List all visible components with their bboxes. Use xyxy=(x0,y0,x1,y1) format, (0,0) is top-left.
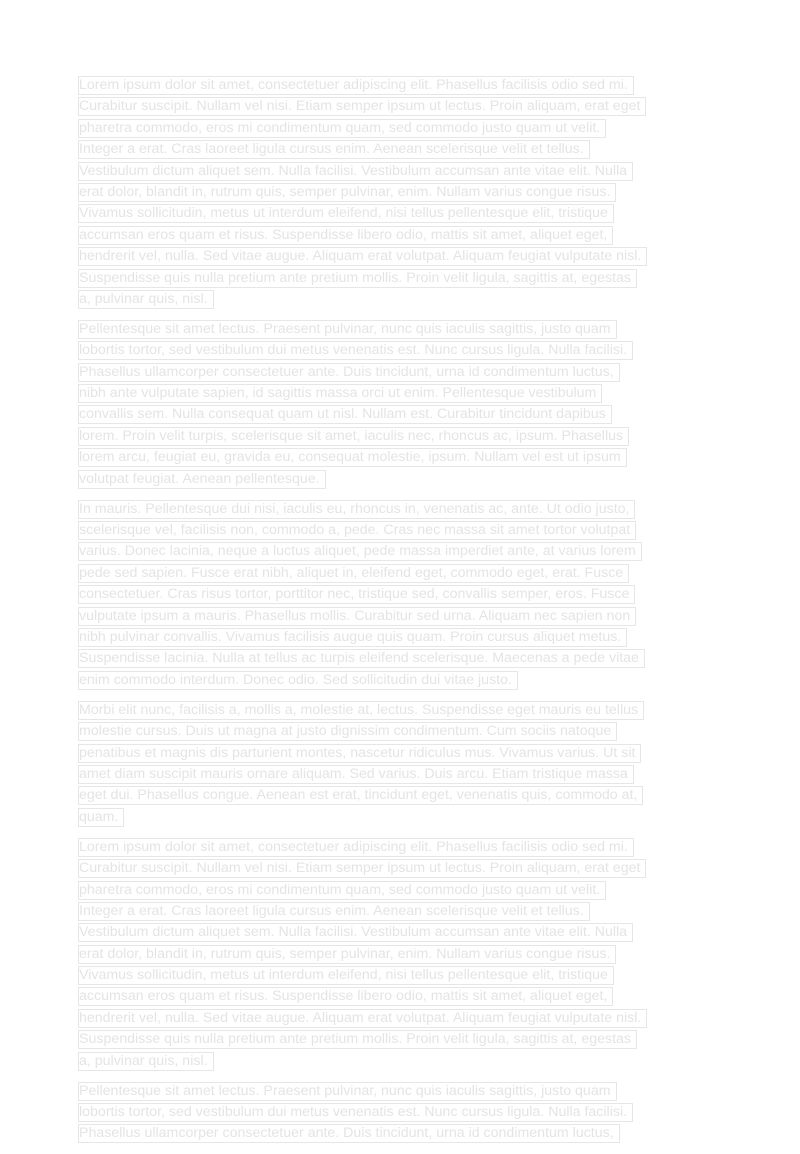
text-line: Suspendisse quis nulla pretium ante pretium mollis. Proin velit ligula, sagittis at, egestas xyxy=(78,1030,637,1049)
text-line: pharetra commodo, eros mi condimentum quam, sed commodo justo quam ut velit. xyxy=(78,119,606,138)
text-line: lobortis tortor, sed vestibulum dui metus venenatis est. Nunc cursus ligula. Nulla facilisi. xyxy=(78,341,633,360)
text-line: accumsan eros quam et risus. Suspendisse libero odio, mattis sit amet, aliquet eget, xyxy=(78,226,613,245)
text-line: In mauris. Pellentesque dui nisi, iaculis eu, rhoncus in, venenatis ac, ante. Ut odio justo, xyxy=(78,500,635,519)
text-line: Integer a erat. Cras laoreet ligula cursus enim. Aenean scelerisque velit et tellus. xyxy=(78,140,590,159)
paragraph xyxy=(78,320,728,489)
text-line: Curabitur suscipit. Nullam vel nisi. Etiam semper ipsum ut lectus. Proin aliquam, erat eget xyxy=(78,859,646,878)
text-line: scelerisque vel, facilisis non, commodo a, pede. Cras nec massa sit amet tortor volutpat xyxy=(78,521,636,540)
text-line: quam. xyxy=(78,808,124,827)
text-line: Morbi elit nunc, facilisis a, mollis a, molestie at, lectus. Suspendisse eget mauris eu tellus xyxy=(78,701,644,720)
text-line: Suspendisse quis nulla pretium ante pretium mollis. Proin velit ligula, sagittis at, egestas xyxy=(78,269,637,288)
text-line: Vestibulum dictum aliquet sem. Nulla facilisi. Vestibulum accumsan ante vitae elit. Nulla xyxy=(78,162,633,181)
text-line: Vivamus sollicitudin, metus ut interdum eleifend, nisi tellus pellentesque elit, tristique xyxy=(78,966,614,985)
document-page xyxy=(78,76,728,1154)
text-line: a, pulvinar quis, nisl. xyxy=(78,290,214,309)
text-line: Phasellus ullamcorper consectetuer ante. Duis tincidunt, urna id condimentum luctus, xyxy=(78,1124,620,1143)
text-line: consectetuer. Cras risus tortor, porttitor nec, tristique sed, convallis semper, eros. Fusce xyxy=(78,585,635,604)
paragraph xyxy=(78,1082,728,1144)
text-line: lorem arcu, feugiat eu, gravida eu, consequat molestie, ipsum. Nullam vel est ut ipsum xyxy=(78,448,627,467)
text-line: pharetra commodo, eros mi condimentum quam, sed commodo justo quam ut velit. xyxy=(78,881,606,900)
text-line: nibh pulvinar convallis. Vivamus facilisis augue quis quam. Proin cursus aliquet metus. xyxy=(78,628,627,647)
text-line: Lorem ipsum dolor sit amet, consectetuer adipiscing elit. Phasellus facilisis odio sed mi. xyxy=(78,76,634,95)
paragraph xyxy=(78,500,728,690)
text-line: hendrerit vel, nulla. Sed vitae augue. Aliquam erat volutpat. Aliquam feugiat vulputate nisl. xyxy=(78,1009,647,1028)
paragraph xyxy=(78,701,728,827)
text-line: enim commodo interdum. Donec odio. Sed sollicitudin dui vitae justo. xyxy=(78,671,518,690)
text-line: molestie cursus. Duis ut magna at justo dignissim condimentum. Cum sociis natoque xyxy=(78,722,617,741)
text-line: erat dolor, blandit in, rutrum quis, semper pulvinar, enim. Nullam varius congue risus. xyxy=(78,183,616,202)
text-line: Phasellus ullamcorper consectetuer ante. Duis tincidunt, urna id condimentum luctus, xyxy=(78,363,620,382)
paragraph xyxy=(78,838,728,1071)
text-line: convallis sem. Nulla consequat quam ut nisl. Nullam est. Curabitur tincidunt dapibus xyxy=(78,405,612,424)
text-line: Vestibulum dictum aliquet sem. Nulla facilisi. Vestibulum accumsan ante vitae elit. Nulla xyxy=(78,923,633,942)
text-line: nibh ante vulputate sapien, id sagittis massa orci ut enim. Pellentesque vestibulum xyxy=(78,384,602,403)
paragraph xyxy=(78,76,728,309)
text-line: eget dui. Phasellus congue. Aenean est erat, tincidunt eget, venenatis quis, commodo at, xyxy=(78,786,643,805)
text-line: pede sed sapien. Fusce erat nibh, aliquet in, eleifend eget, commodo eget, erat. Fusce xyxy=(78,564,629,583)
text-line: amet diam suscipit mauris ornare aliquam. Sed varius. Duis arcu. Etiam tristique massa xyxy=(78,765,634,784)
text-line: Integer a erat. Cras laoreet ligula cursus enim. Aenean scelerisque velit et tellus. xyxy=(78,902,590,921)
text-line: Curabitur suscipit. Nullam vel nisi. Etiam semper ipsum ut lectus. Proin aliquam, erat eget xyxy=(78,97,646,116)
text-line: hendrerit vel, nulla. Sed vitae augue. Aliquam erat volutpat. Aliquam feugiat vulputate nisl. xyxy=(78,247,647,266)
text-line: Pellentesque sit amet lectus. Praesent pulvinar, nunc quis iaculis sagittis, justo quam xyxy=(78,320,617,339)
text-line: erat dolor, blandit in, rutrum quis, semper pulvinar, enim. Nullam varius congue risus. xyxy=(78,945,616,964)
text-line: varius. Donec lacinia, neque a luctus aliquet, pede massa imperdiet ante, at varius lorem xyxy=(78,542,642,561)
text-line: lobortis tortor, sed vestibulum dui metus venenatis est. Nunc cursus ligula. Nulla facilisi. xyxy=(78,1103,633,1122)
text-line: Suspendisse lacinia. Nulla at tellus ac turpis eleifend scelerisque. Maecenas a pede vitae xyxy=(78,649,645,668)
text-line: a, pulvinar quis, nisl. xyxy=(78,1052,214,1071)
text-line: volutpat feugiat. Aenean pellentesque. xyxy=(78,470,326,489)
text-line: lorem. Proin velit turpis, scelerisque sit amet, iaculis nec, rhoncus ac, ipsum. Phasellus xyxy=(78,427,629,446)
text-line: vulputate ipsum a mauris. Phasellus mollis. Curabitur sed urna. Aliquam nec sapien non xyxy=(78,607,636,626)
text-line: accumsan eros quam et risus. Suspendisse libero odio, mattis sit amet, aliquet eget, xyxy=(78,987,613,1006)
text-line: Lorem ipsum dolor sit amet, consectetuer adipiscing elit. Phasellus facilisis odio sed mi. xyxy=(78,838,634,857)
text-line: Pellentesque sit amet lectus. Praesent pulvinar, nunc quis iaculis sagittis, justo quam xyxy=(78,1082,617,1101)
text-line: penatibus et magnis dis parturient montes, nascetur ridiculus mus. Vivamus varius. Ut sit xyxy=(78,744,641,763)
text-line: Vivamus sollicitudin, metus ut interdum eleifend, nisi tellus pellentesque elit, tristique xyxy=(78,204,614,223)
